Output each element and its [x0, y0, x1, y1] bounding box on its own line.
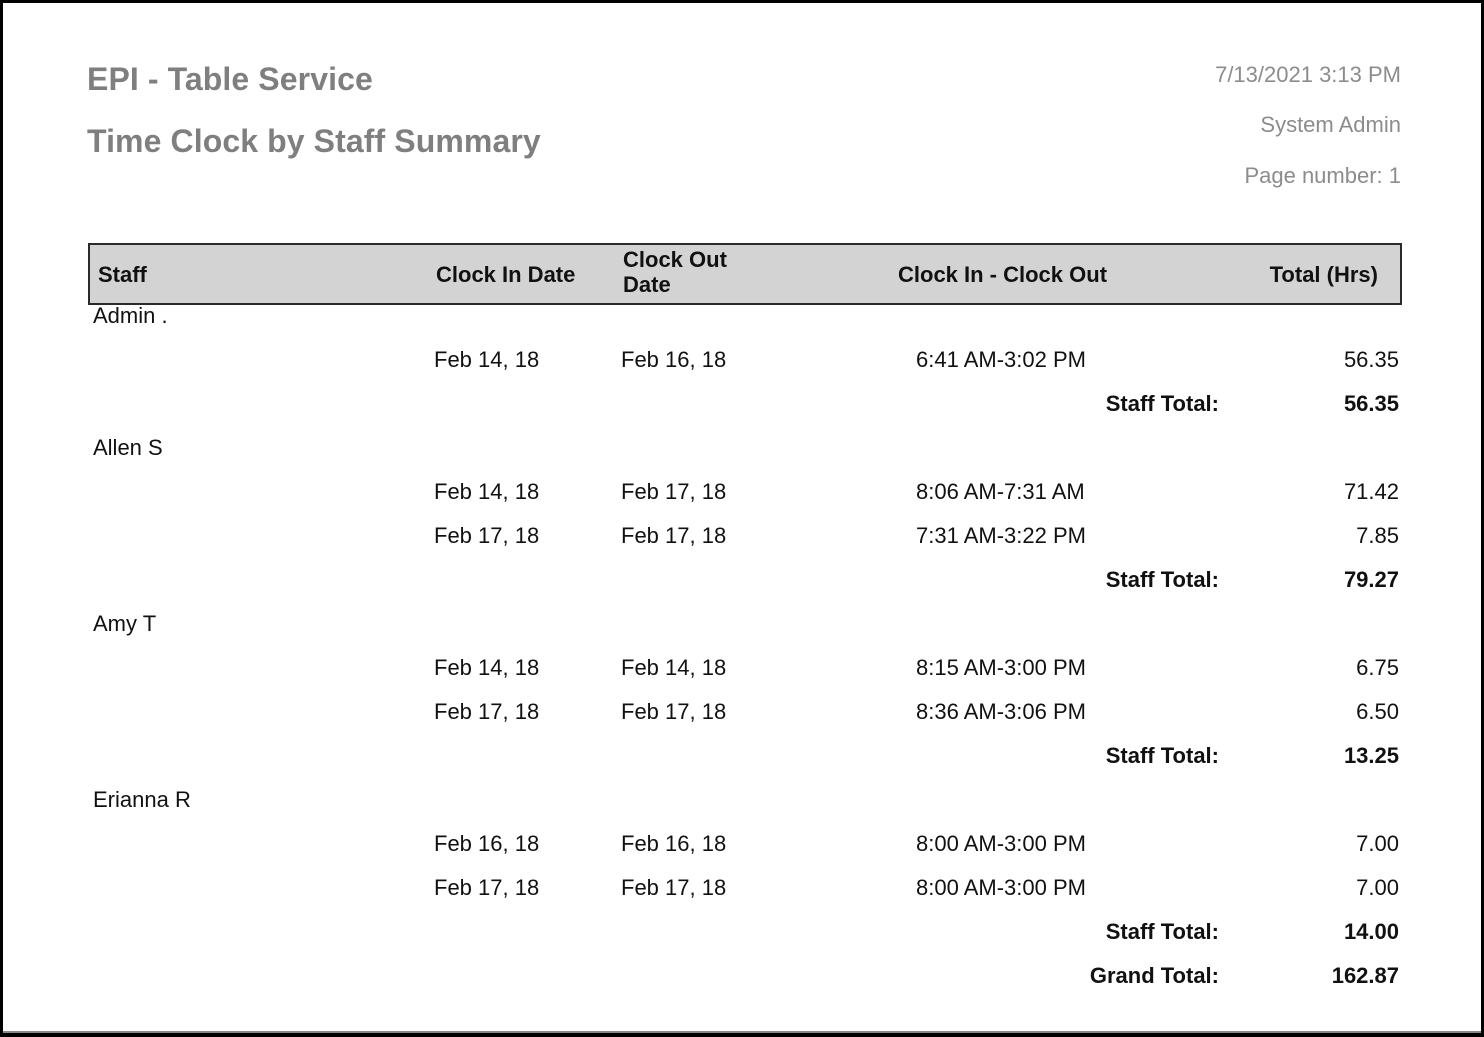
row-total-hrs: 7.85	[1356, 523, 1399, 548]
page-number: Page number: 1	[1244, 163, 1401, 188]
row-total-hrs: 7.00	[1356, 875, 1399, 900]
table-header	[88, 243, 1402, 305]
staff-total-label: Staff Total:	[1105, 567, 1219, 592]
staff-total-value: 13.25	[1343, 743, 1399, 768]
row-total-hrs: 6.75	[1356, 655, 1399, 680]
staff-group-name: Admin .	[93, 303, 168, 328]
clock-in-date: Feb 17, 18	[434, 875, 540, 900]
clock-in-date: Feb 14, 18	[434, 347, 540, 372]
clock-in-date: Feb 16, 18	[434, 831, 540, 856]
staff-total-value: 56.35	[1343, 391, 1399, 416]
clock-out-date: Feb 17, 18	[621, 875, 727, 900]
staff-group-name: Erianna R	[93, 787, 191, 812]
staff-total-value: 14.00	[1343, 919, 1399, 944]
clock-range: 8:36 AM-3:06 PM	[916, 699, 1086, 724]
clock-range: 8:00 AM-3:00 PM	[916, 831, 1086, 856]
staff-total-label: Staff Total:	[1105, 919, 1219, 944]
report-title: Time Clock by Staff Summary	[87, 123, 541, 159]
staff-group-name: Allen S	[93, 435, 163, 460]
report-page	[3, 3, 1481, 1033]
report-user: System Admin	[1260, 112, 1401, 137]
grand-total-value: 162.87	[1331, 963, 1399, 988]
clock-in-date: Feb 14, 18	[434, 655, 540, 680]
column-header-staff: Staff	[98, 262, 147, 287]
clock-out-date: Feb 16, 18	[621, 831, 727, 856]
clock-out-date: Feb 17, 18	[621, 699, 727, 724]
row-total-hrs: 71.42	[1343, 479, 1399, 504]
clock-in-date: Feb 17, 18	[434, 523, 540, 548]
clock-range: 8:00 AM-3:00 PM	[916, 875, 1086, 900]
column-header-clock-range: Clock In - Clock Out	[898, 262, 1108, 287]
staff-total-label: Staff Total:	[1105, 743, 1219, 768]
clock-out-date: Feb 14, 18	[621, 655, 727, 680]
clock-out-date: Feb 17, 18	[621, 523, 727, 548]
row-total-hrs: 6.50	[1356, 699, 1399, 724]
clock-in-date: Feb 17, 18	[434, 699, 540, 724]
clock-out-date: Feb 16, 18	[621, 347, 727, 372]
column-header-clock-in-date: Clock In Date	[436, 262, 576, 287]
clock-range: 6:41 AM-3:02 PM	[916, 347, 1086, 372]
column-header-clock-out-date: Clock Out Date	[623, 247, 727, 297]
clock-range: 8:15 AM-3:00 PM	[916, 655, 1086, 680]
generated-timestamp: 7/13/2021 3:13 PM	[1215, 62, 1401, 87]
column-header-total-hrs: Total (Hrs)	[1269, 262, 1378, 287]
staff-total-label: Staff Total:	[1105, 391, 1219, 416]
clock-out-date: Feb 17, 18	[621, 479, 727, 504]
row-total-hrs: 7.00	[1356, 831, 1399, 856]
company-name: EPI - Table Service	[87, 61, 373, 97]
grand-total-label: Grand Total:	[1089, 963, 1219, 988]
clock-range: 7:31 AM-3:22 PM	[916, 523, 1086, 548]
clock-range: 8:06 AM-7:31 AM	[916, 479, 1085, 504]
row-total-hrs: 56.35	[1343, 347, 1399, 372]
clock-in-date: Feb 14, 18	[434, 479, 540, 504]
staff-group-name: Amy T	[93, 611, 157, 636]
staff-total-value: 79.27	[1343, 567, 1399, 592]
